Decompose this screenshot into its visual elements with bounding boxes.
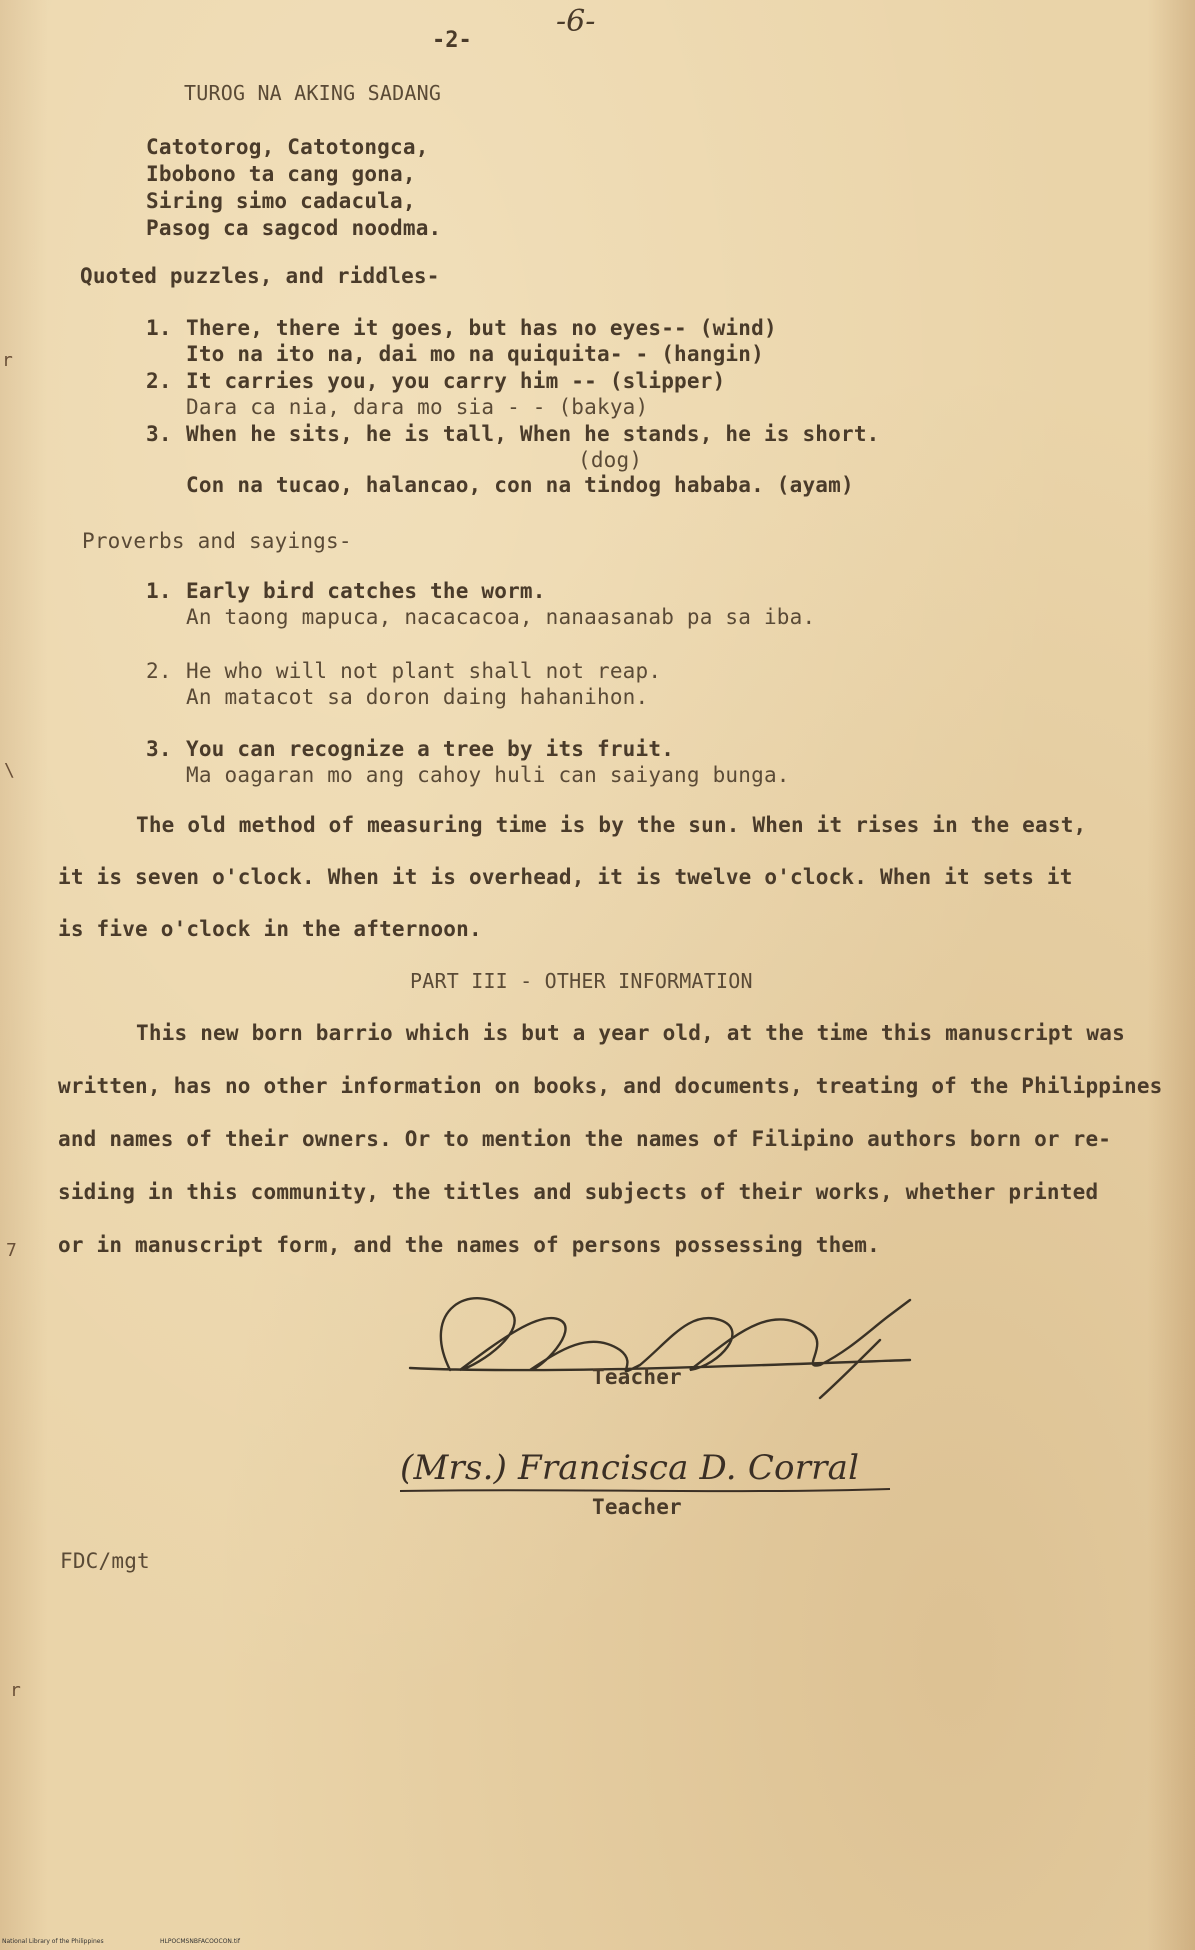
typist-initials: FDC/mgt bbox=[60, 1549, 150, 1573]
proverb-local: Ma oagaran mo ang cahoy huli can saiyang bunga. bbox=[186, 763, 790, 787]
part3-line: written, has no other information on books, and documents, treating of the Philippines bbox=[58, 1074, 1163, 1098]
riddle-english: When he sits, he is tall, When he stands, he is short. bbox=[186, 422, 880, 446]
proverb-english: He who will not plant shall not reap. bbox=[186, 659, 662, 683]
riddle-english: There, there it goes, but has no eyes-- (wind) bbox=[186, 316, 777, 340]
edge-mark: 7 bbox=[6, 1240, 17, 1261]
part3-line: siding in this community, the titles and subjects of their works, whether printed bbox=[58, 1180, 1099, 1204]
riddle-answer: (dog) bbox=[578, 448, 643, 472]
top-page-mark: -2- bbox=[432, 28, 472, 53]
poem-line: Catotorog, Catotongca, bbox=[146, 135, 429, 159]
riddle-number: 1. bbox=[146, 316, 172, 340]
riddle-english: It carries you, you carry him -- (slipper) bbox=[186, 369, 726, 393]
proverb-local: An taong mapuca, nacacacoa, nanaasanab pa sa iba. bbox=[186, 605, 816, 629]
edge-mark: r bbox=[2, 350, 13, 371]
proverbs-heading: Proverbs and sayings- bbox=[82, 529, 352, 553]
proverb-local: An matacot sa doron daing hahanihon. bbox=[186, 685, 649, 709]
riddle-number: 3. bbox=[146, 422, 172, 446]
riddle-number: 2. bbox=[146, 369, 172, 393]
riddles-heading: Quoted puzzles, and riddles- bbox=[80, 264, 440, 288]
page-number: -6- bbox=[556, 4, 596, 39]
riddle-local: Ito na ito na, dai mo na quiquita- - (hangin) bbox=[186, 342, 764, 366]
part3-line: and names of their owners. Or to mention the names of Filipino authors born or re- bbox=[58, 1127, 1112, 1151]
edge-mark: \ bbox=[4, 760, 15, 781]
proverb-number: 3. bbox=[146, 737, 172, 761]
time-paragraph-line: is five o'clock in the afternoon. bbox=[58, 917, 482, 941]
time-paragraph-line: The old method of measuring time is by the sun. When it rises in the east, bbox=[136, 813, 1087, 837]
poem-line: Ibobono ta cang gona, bbox=[146, 162, 416, 186]
proverb-number: 1. bbox=[146, 579, 172, 603]
footer-library: National Library of the Philippines bbox=[2, 1938, 104, 1945]
poem-line: Pasog ca sagcod noodma. bbox=[146, 216, 442, 240]
footer-file: HLPOCMSNBFACOOCON.tif bbox=[160, 1938, 240, 1945]
proverb-number: 2. bbox=[146, 659, 172, 683]
riddle-local: Con na tucao, halancao, con na tindog hababa. (ayam) bbox=[186, 473, 854, 497]
time-paragraph-line: it is seven o'clock. When it is overhead, it is twelve o'clock. When it sets it bbox=[58, 865, 1073, 889]
poem-line: Siring simo cadacula, bbox=[146, 189, 416, 213]
edge-mark: r bbox=[10, 1680, 21, 1701]
part3-heading: PART III - OTHER INFORMATION bbox=[410, 969, 753, 993]
poem-title: TUROG NA AKING SADANG bbox=[184, 81, 442, 105]
signature-name: (Mrs.) Francisca D. Corral bbox=[400, 1448, 860, 1488]
part3-line: or in manuscript form, and the names of persons possessing them. bbox=[58, 1233, 880, 1257]
proverb-english: You can recognize a tree by its fruit. bbox=[186, 737, 675, 761]
signature-role: Teacher bbox=[592, 1495, 682, 1519]
signature-role: Teacher bbox=[592, 1365, 682, 1389]
part3-line: This new born barrio which is but a year old, at the time this manuscript was bbox=[136, 1021, 1125, 1045]
riddle-local: Dara ca nia, dara mo sia - - (bakya) bbox=[186, 395, 649, 419]
proverb-english: Early bird catches the worm. bbox=[186, 579, 546, 603]
